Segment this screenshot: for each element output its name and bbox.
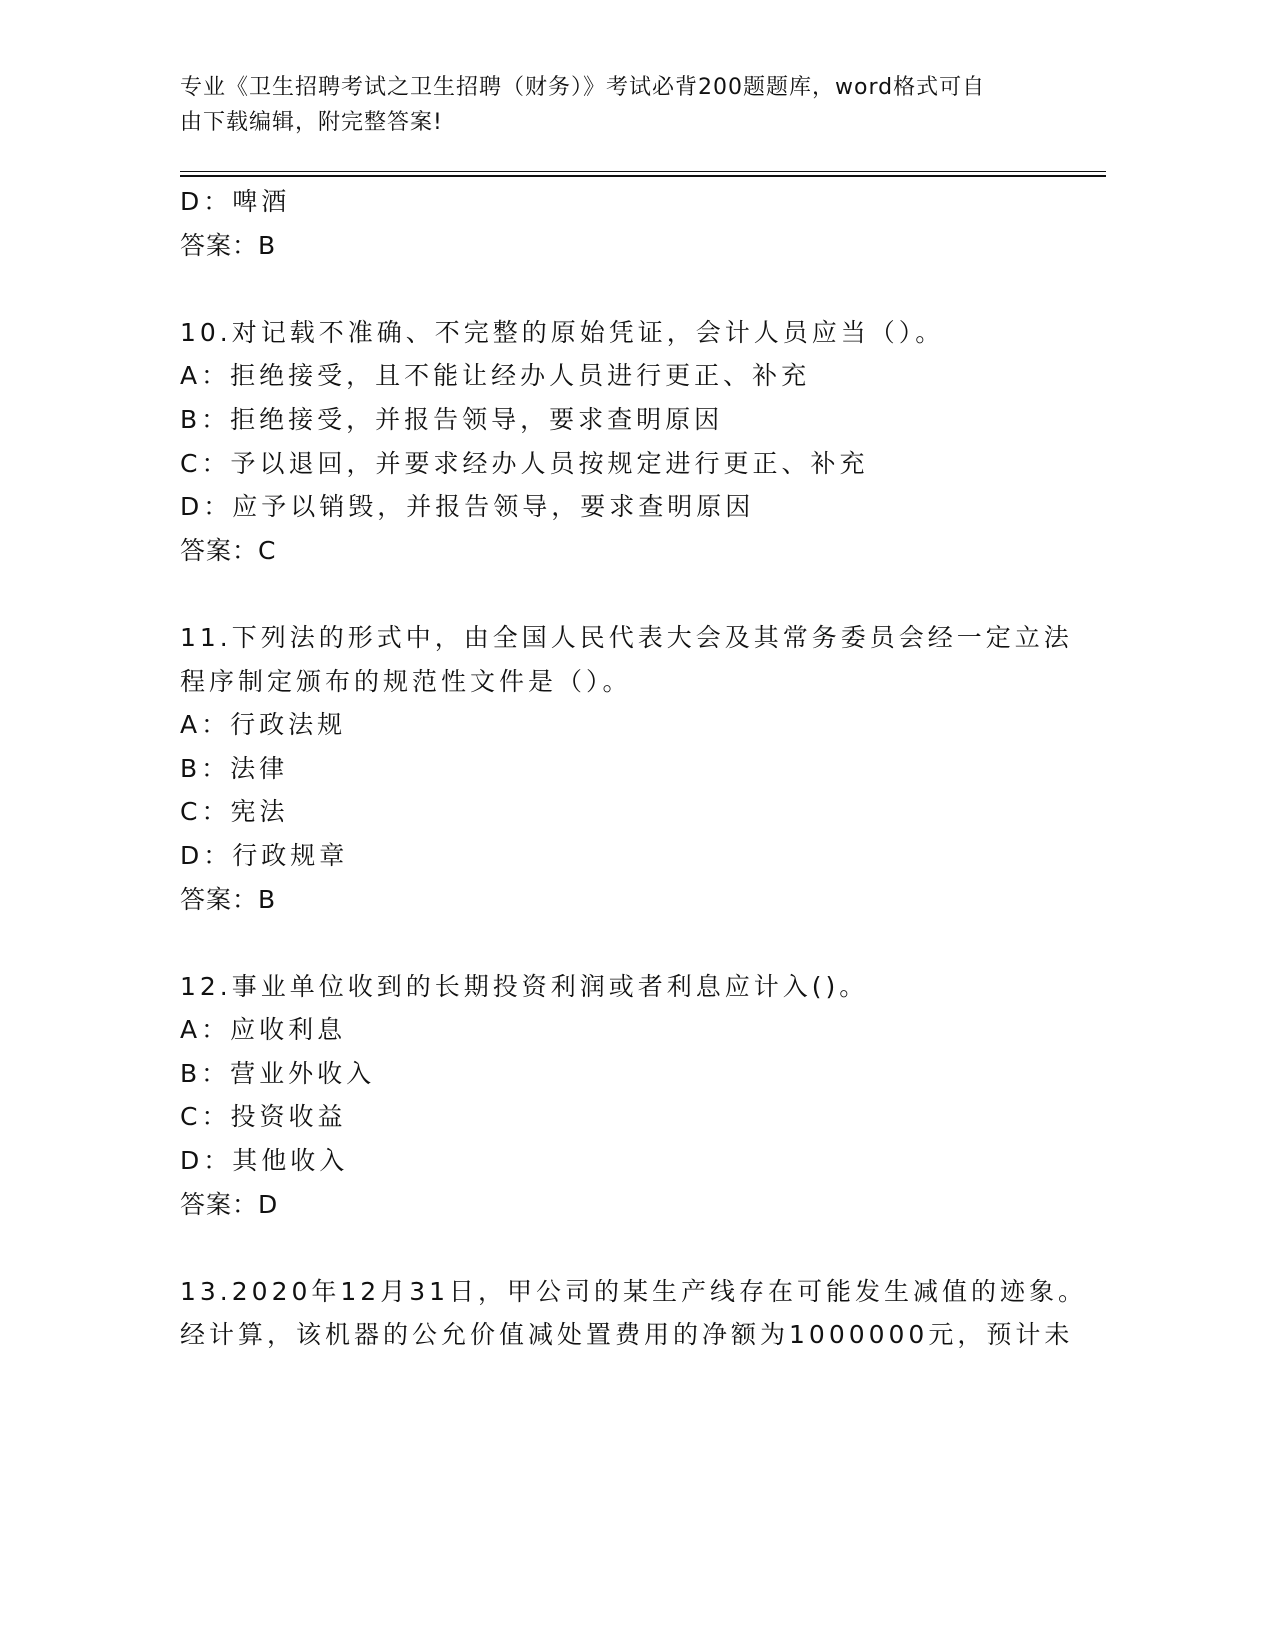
question-11	[180, 616, 1080, 921]
option-c: C：投资收益	[180, 1102, 347, 1132]
question-stem-line-1: 11.下列法的形式中，由全国人民代表大会及其常务委员会经一定立法	[180, 622, 1073, 652]
option-b: B：营业外收入	[180, 1058, 376, 1088]
option-a: A：拒绝接受，且不能让经办人员进行更正、补充	[180, 361, 811, 391]
header-divider-thick	[180, 175, 1106, 177]
option-d: D：其他收入	[180, 1146, 349, 1176]
question-stem: 12.事业单位收到的长期投资利润或者利息应计入()。	[180, 971, 869, 1001]
option-a: A：应收利息	[180, 1015, 347, 1045]
prev-answer: 答案：B	[180, 230, 277, 260]
question-stem-line-2: 经计算，该机器的公允价值减处置费用的净额为1000000元，预计未	[180, 1320, 1074, 1350]
option-c: C：宪法	[180, 797, 289, 827]
answer: 答案：D	[180, 1189, 279, 1219]
spacer	[180, 267, 1080, 311]
header-divider-thin	[180, 171, 1106, 172]
document-header	[180, 70, 1030, 140]
question-stem-line-2: 程序制定颁布的规范性文件是（）。	[180, 666, 632, 696]
spacer	[180, 1226, 1080, 1270]
document-body	[180, 180, 1088, 1357]
option-d: D：行政规章	[180, 840, 349, 870]
option-d: D：应予以销毁，并报告领导，要求查明原因	[180, 492, 755, 522]
spacer	[180, 572, 1080, 616]
question-10	[180, 311, 1080, 573]
option-b: B：法律	[180, 753, 289, 783]
header-line-2: 由下载编辑，附完整答案!	[180, 110, 443, 135]
option-c: C：予以退回，并要求经办人员按规定进行更正、补充	[180, 448, 869, 478]
option-b: B：拒绝接受，并报告领导，要求查明原因	[180, 404, 724, 434]
header-line-1: 专业《卫生招聘考试之卫生招聘（财务）》考试必背200题题库，word格式可自	[180, 75, 986, 100]
spacer	[180, 921, 1080, 965]
question-12	[180, 965, 1080, 1227]
option-a: A：行政法规	[180, 710, 347, 740]
question-stem-line-1: 13.2020年12月31日，甲公司的某生产线存在可能发生减值的迹象。	[180, 1276, 1088, 1306]
answer: 答案：B	[180, 884, 277, 914]
question-13	[180, 1270, 1088, 1357]
prev-option-d: D：啤酒	[180, 187, 291, 216]
answer: 答案：C	[180, 535, 277, 565]
question-stem: 10.对记载不准确、不完整的原始凭证，会计人员应当（）。	[180, 317, 945, 347]
